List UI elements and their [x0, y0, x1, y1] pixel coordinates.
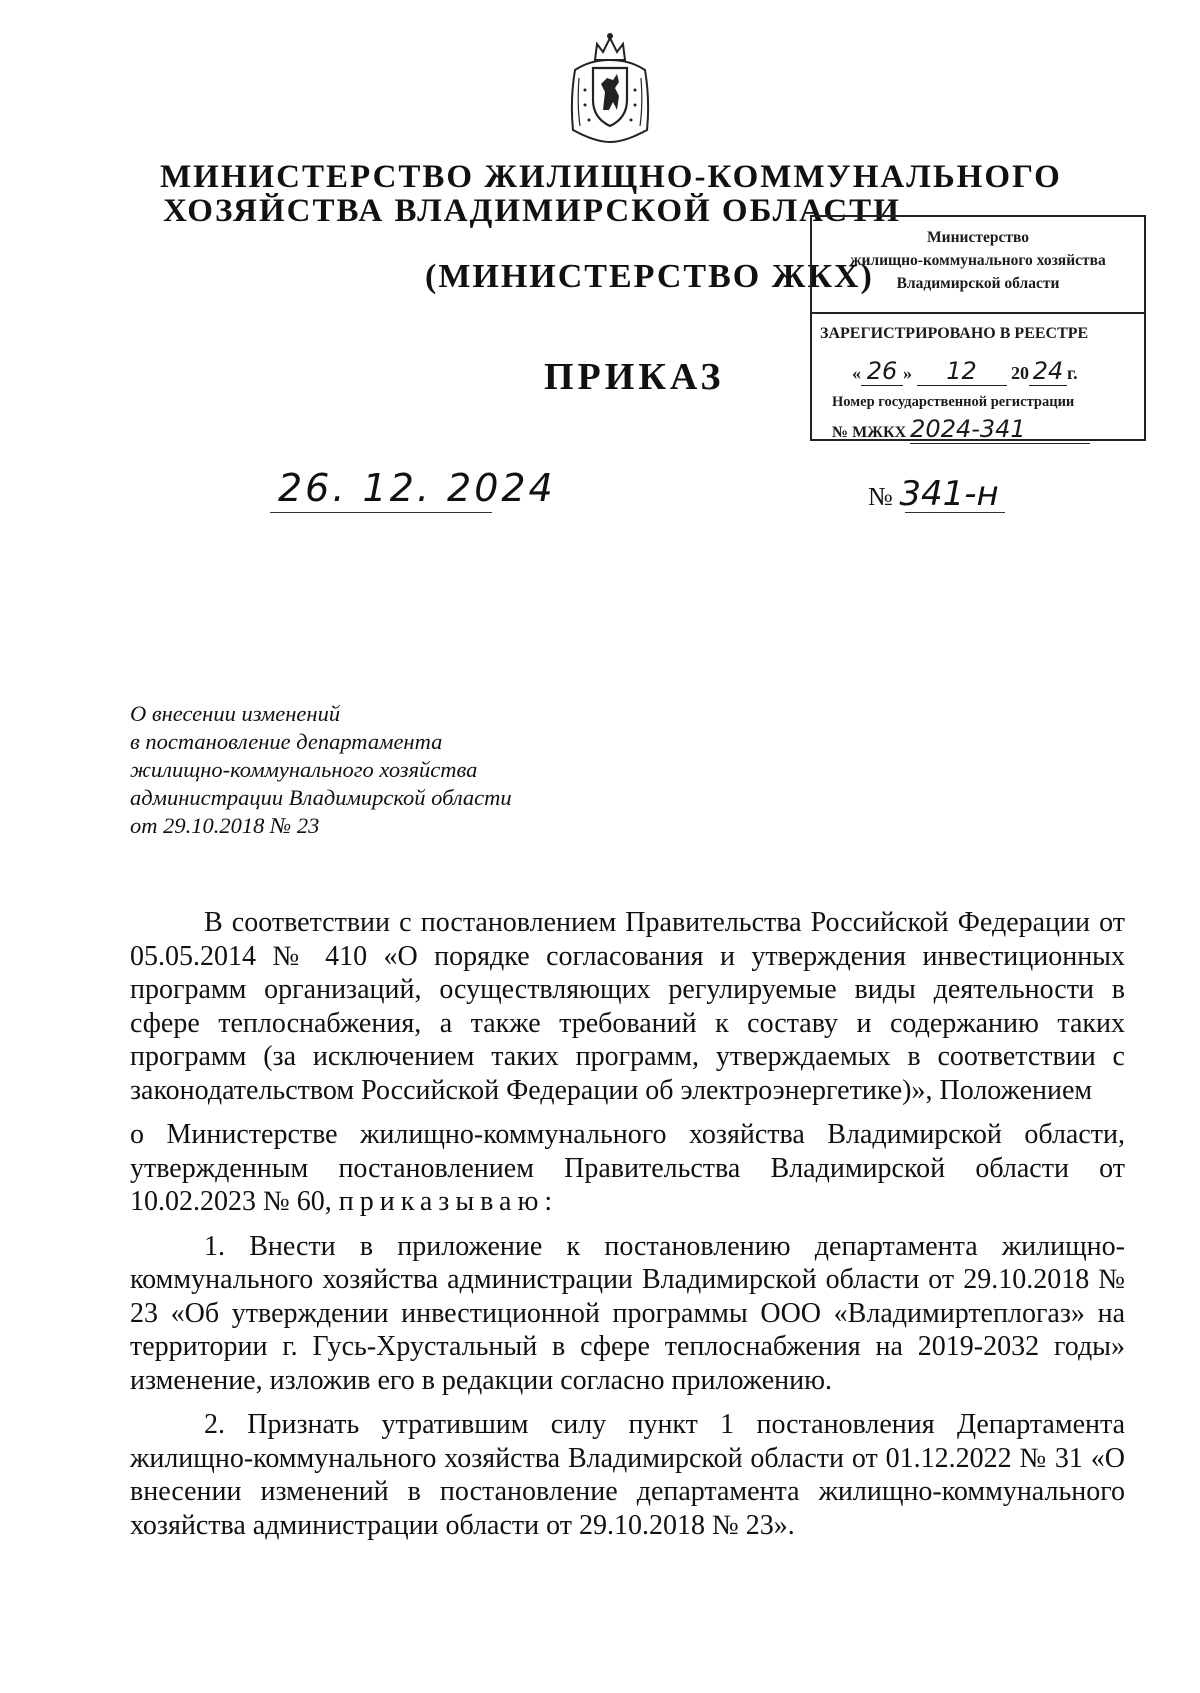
registration-stamp	[810, 215, 1146, 441]
order-number-value: 341-н	[899, 474, 999, 514]
basis-text: о Министерстве жилищно-коммунального хозяйства Владимирской области, утвержденным постановлением Правительства Владимирской области от 10.02.2023 № 60,	[130, 1119, 1125, 1217]
order-date: 26. 12. 2024	[278, 466, 556, 510]
ministry-name-line1: МИНИСТЕРСТВО ЖИЛИЩНО-КОММУНАЛЬНОГО	[160, 159, 1062, 195]
ministry-short-name: (МИНИСТЕРСТВО ЖКХ)	[425, 258, 874, 295]
order-number-underline	[905, 512, 1005, 513]
subject-line: от 29.10.2018 № 23	[130, 813, 320, 838]
order-date-underline	[270, 512, 492, 513]
stamp-reg-number-prefix: № МЖКХ	[832, 424, 907, 441]
stamp-day: 26	[861, 357, 903, 386]
stamp-registered-label: ЗАРЕГИСТРИРОВАНО В РЕЕСТРЕ	[820, 325, 1089, 342]
subject-line: администрации Владимирской области	[130, 785, 512, 810]
coat-of-arms-emblem	[565, 30, 655, 145]
stamp-year-unit: г.	[1067, 363, 1078, 383]
stamp-reg-number-label: Номер государственной регистрации	[832, 394, 1075, 410]
stamp-reg-number	[832, 415, 1090, 444]
stamp-month: 12	[917, 357, 1007, 386]
order-subject	[130, 700, 650, 840]
body-paragraph-basis	[130, 1118, 1125, 1219]
stamp-line1: Министерство	[927, 229, 1029, 246]
document-type-title: ПРИКАЗ	[544, 356, 725, 398]
subject-line: жилищно-коммунального хозяйства	[130, 757, 478, 782]
subject-line: в постановление департамента	[130, 729, 443, 754]
body-paragraph-item-1: 1. Внести в приложение к постановлению департамента жилищно-коммунального хозяйства администрации Владимирской области от 29.10.2018 № 23 «Об утверждении инвестиционной программы ООО «Владимиртеплогаз» на территории г. Гусь-Хрустальный в сфере теплоснабжения на 2019-2032 годы» изменение, изложив его в редакции согласно приложению.	[130, 1230, 1125, 1396]
ministry-name-line2: ХОЗЯЙСТВА ВЛАДИМИРСКОЙ ОБЛАСТИ	[163, 193, 901, 229]
stamp-line2: жилищно-коммунального хозяйства	[850, 252, 1106, 269]
body-paragraph-item-2: 2. Признать утратившим силу пункт 1 постановления Департамента жилищно-коммунального хозяйства Владимирской области от 01.12.2022 № 31 «О внесении изменений в постановление департамента жилищно-коммунального хозяйства администрации области от 29.10.2018 № 23».	[130, 1409, 1125, 1541]
command-word: приказываю:	[338, 1186, 559, 1217]
stamp-year-suffix: 24	[1029, 357, 1067, 386]
stamp-year-prefix: 20	[1011, 363, 1029, 383]
stamp-registration-date: « 26 » 12 20 24 г.	[852, 357, 1078, 385]
order-body	[130, 906, 1125, 1542]
stamp-divider	[812, 312, 1144, 314]
order-number-prefix: №	[868, 482, 893, 511]
subject-line: О внесении изменений	[130, 701, 341, 726]
stamp-line3: Владимирской области	[896, 275, 1060, 292]
stamp-reg-number-value: 2024-341	[910, 415, 1090, 444]
order-number	[868, 474, 999, 514]
body-paragraph-preamble: В соответствии с постановлением Правительства Российской Федерации от 05.05.2014 № 410 «О порядке согласования и утверждения инвестиционных программ организаций, осуществляющих регулируемые виды деятельности в сфере теплоснабжения, а также требований к составу и содержанию таких программ (за исключением таких программ, утверждаемых в соответствии с законодательством Российской Федерации об электроэнергетике)», Положением	[130, 907, 1125, 1106]
